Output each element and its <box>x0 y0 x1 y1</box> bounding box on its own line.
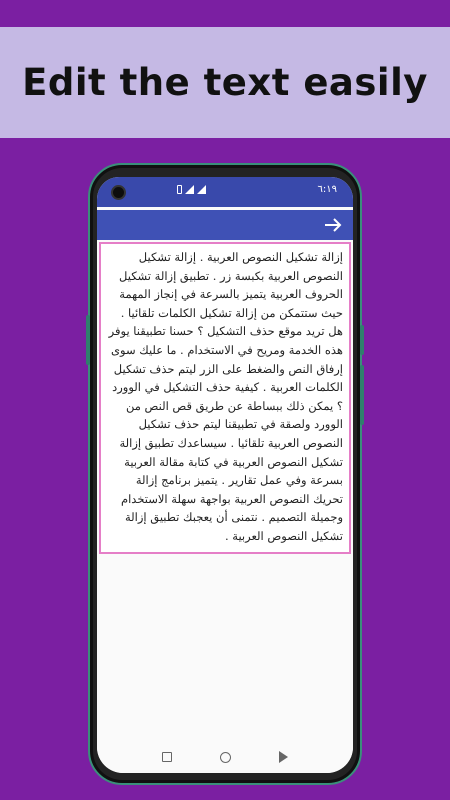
phone-screen <box>97 177 353 773</box>
front-camera-icon <box>111 185 126 200</box>
signal-icon <box>197 185 206 194</box>
back-triangle-icon[interactable] <box>279 751 288 763</box>
app-toolbar <box>97 210 353 240</box>
arrow-right-icon[interactable] <box>323 216 343 234</box>
text-editor[interactable]: إزالة تشكيل النصوص العربية . إزالة تشكيل النصوص العربية بكبسة زر . تطبيق إزالة تشكيل الحروف العربية يتميز بالسرعة في إنجاز المهمة حيث ستتمكن من إزالة تشكيل الكلمات تلقائيا . هل تريد موقع حذف التشكيل ؟ حسنا تطبيقنا يوفر هذه الخدمة ومريح في الاستخدام . ما عليك سوى إرفاق النص والضغط على الزر ليتم حذف تشكيل الكلمات العربية . كيفية حذف التشكيل في الوورد ؟ يمكن ذلك ببساطة عن طريق قص النص من الوورد ولصقة في تطبيقنا ليتم حذف تشكيل النصوص العربية تلقائيا . سيساعدك تطبيق إزالة تشكيل النصوص العربية في كتابة مقالة العربية بسرعة وفي عمل تقارير . يتميز برنامج إزالة تحريك النصوص العربية بواجهة سهلة الاستخدام وجميلة التصميم . نتمنى أن يعجبك تطبيق إزالة تشكيل النصوص العربية . <box>99 242 351 554</box>
status-icons <box>177 185 206 194</box>
phone-frame <box>88 163 362 785</box>
status-bar <box>97 177 353 207</box>
promo-banner <box>0 27 450 138</box>
banner-headline: Edit the text easily <box>22 61 428 104</box>
phone-side-button <box>360 325 364 355</box>
home-circle-icon[interactable] <box>220 752 231 763</box>
battery-icon <box>177 185 182 194</box>
navigation-bar <box>97 741 353 773</box>
phone-side-button <box>86 315 90 365</box>
phone-side-button <box>360 365 364 425</box>
signal-icon <box>185 185 194 194</box>
recents-square-icon[interactable] <box>162 752 172 762</box>
status-time: ٦:١٩ <box>317 184 337 195</box>
